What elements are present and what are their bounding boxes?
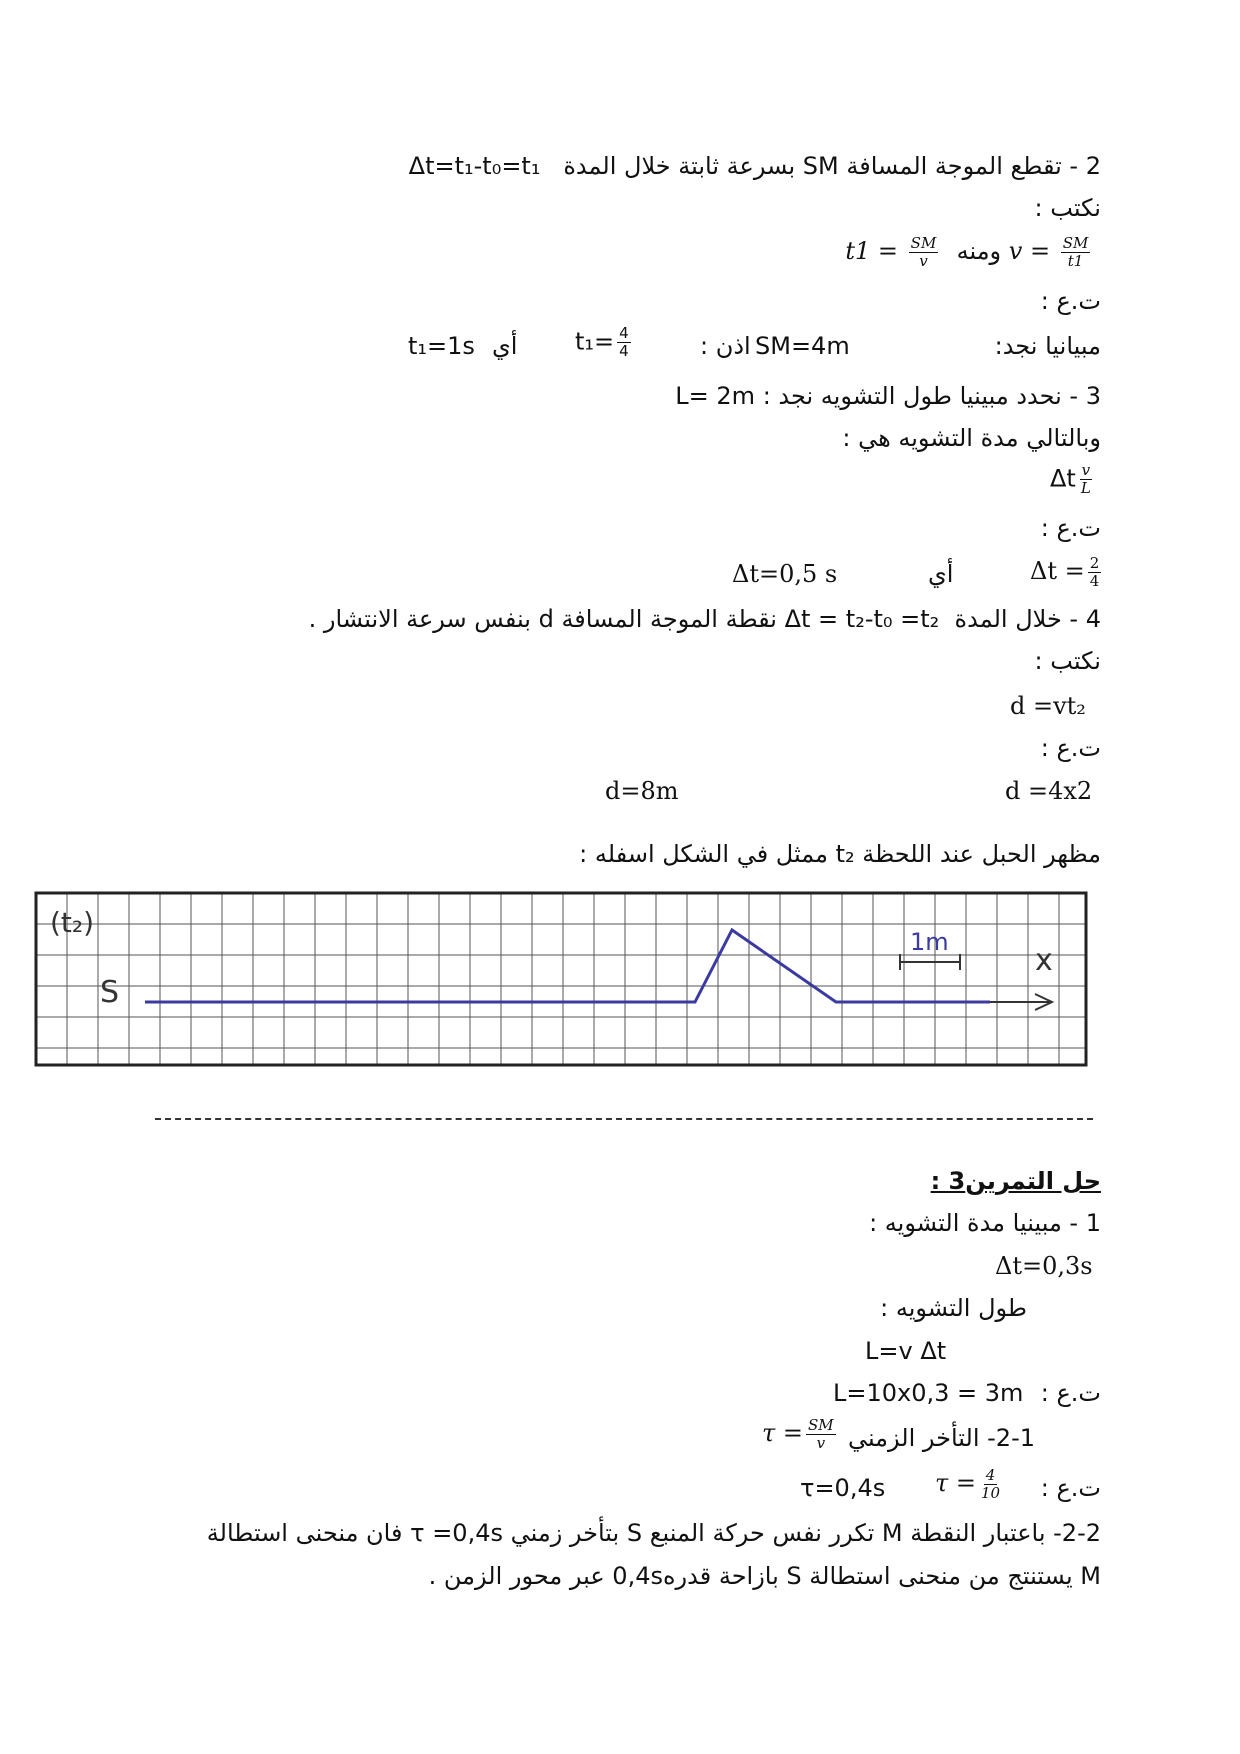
exercise3-tau-result: τ=0,4s bbox=[800, 1474, 886, 1502]
part2-idhan: اذن : bbox=[700, 332, 751, 360]
part2-numeric-app: ت.ع : bbox=[1040, 287, 1101, 315]
source-label: S bbox=[100, 975, 120, 1010]
part4-write: نكتب : bbox=[1034, 647, 1101, 675]
part2-write: نكتب : bbox=[1034, 194, 1101, 222]
part2-line1 bbox=[409, 150, 1101, 182]
scale-label: 1m bbox=[910, 928, 949, 956]
exercise3-numeric-app-2: ت.ع : bbox=[1040, 1474, 1101, 1502]
part3-numeric-app: ت.ع : bbox=[1040, 514, 1101, 542]
part4-d-calc: d =4x2 bbox=[1005, 777, 1093, 805]
part2-duration-eq: Δt=t₁-t₀=t₁ bbox=[408, 152, 541, 180]
section-separator bbox=[155, 1118, 1093, 1120]
part3-dt-formula: Δt $\frac{v}{L}$ bbox=[1050, 461, 1091, 497]
rope-profile bbox=[145, 930, 990, 1002]
part4-d-result: d=8m bbox=[605, 777, 679, 805]
part2-sm-value: SM=4m bbox=[755, 332, 850, 360]
part2-graph-found: مبيانيا نجد: bbox=[994, 332, 1101, 360]
exercise3-item21: 2-1- التأخر الزمني bbox=[847, 1424, 1035, 1452]
exercise3-item1: 1 - مبينيا مدة التشويه : bbox=[869, 1209, 1101, 1237]
part3-line1: 3 - نحدد مبينيا طول التشويه نجد : L= 2m bbox=[675, 382, 1101, 410]
part3-dt-result: Δt=0,5 s bbox=[732, 560, 838, 588]
exercise3-tau-formula: τ = $\frac{SM}{v}$ bbox=[762, 1416, 834, 1452]
exercise3-l-formula: L=v Δt bbox=[865, 1337, 947, 1365]
exercise3-l-calc: L=10x0,3 = 3m bbox=[833, 1379, 1024, 1407]
part2-ay: أي bbox=[492, 332, 518, 360]
exercise3-title: حل التمرين3 : bbox=[930, 1167, 1101, 1195]
part3-l-value: L= 2m bbox=[675, 382, 756, 410]
figure-frame bbox=[36, 893, 1086, 1065]
part2-statement: 2 - تقطع الموجة المسافة SM بسرعة ثابتة خلال المدة bbox=[563, 152, 1101, 180]
part4-d-formula: d =vt₂ bbox=[1010, 692, 1086, 720]
formula-v: v = $\frac{SM}{t1}$ bbox=[1008, 234, 1089, 270]
hence-word: ومنه bbox=[956, 237, 1002, 265]
exercise3-numeric-app: ت.ع : bbox=[1040, 1379, 1101, 1407]
part4-line1: 4 - خلال المدة Δt = t₂-t₀ =t₂ نقطة الموجة المسافة d بنفس سرعة الانتشار . bbox=[308, 605, 1101, 633]
part3-ay: أي bbox=[928, 560, 954, 588]
exercise3-item22-line2: M يستنتج من منحنى استطالة S بازاحة قدره0,4s عبر محور الزمن . bbox=[428, 1562, 1101, 1590]
figure-caption: مظهر الحبل عند اللحظة t₂ ممثل في الشكل اسفله : bbox=[579, 840, 1101, 868]
exercise3-length-label: طول التشويه : bbox=[880, 1294, 1027, 1322]
grid-paper bbox=[36, 893, 1086, 1065]
part2-t1-fraction: t₁= $\frac{4}{4}$ bbox=[575, 324, 629, 360]
exercise3-dt-value: Δt=0,3s bbox=[995, 1252, 1093, 1280]
part3-dt-calc: Δt = $\frac{2}{4}$ bbox=[1030, 554, 1100, 590]
part4-duration-eq: Δt = t₂-t₀ =t₂ bbox=[784, 605, 940, 633]
exercise3-item22-line1: 2-2- باعتبار النقطة M تكرر نفس حركة المنبع S بتأخر زمني τ =0,4s فان منحنى استطالة bbox=[206, 1519, 1101, 1547]
exercise3-tau-calc: τ = $\frac{4}{10}$ bbox=[935, 1466, 1001, 1502]
part4-numeric-app: ت.ع : bbox=[1040, 734, 1101, 762]
part2-formula-line bbox=[845, 235, 1101, 270]
time-label: (t₂) bbox=[50, 906, 95, 939]
formula-t1: t1 = $\frac{SM}{v}$ bbox=[845, 234, 937, 270]
axis-label: x bbox=[1035, 943, 1053, 978]
rope-figure bbox=[30, 890, 1095, 1075]
part3-hence: وبالتالي مدة التشويه هي : bbox=[842, 424, 1101, 452]
part2-t1-result: t₁=1s bbox=[408, 332, 475, 360]
